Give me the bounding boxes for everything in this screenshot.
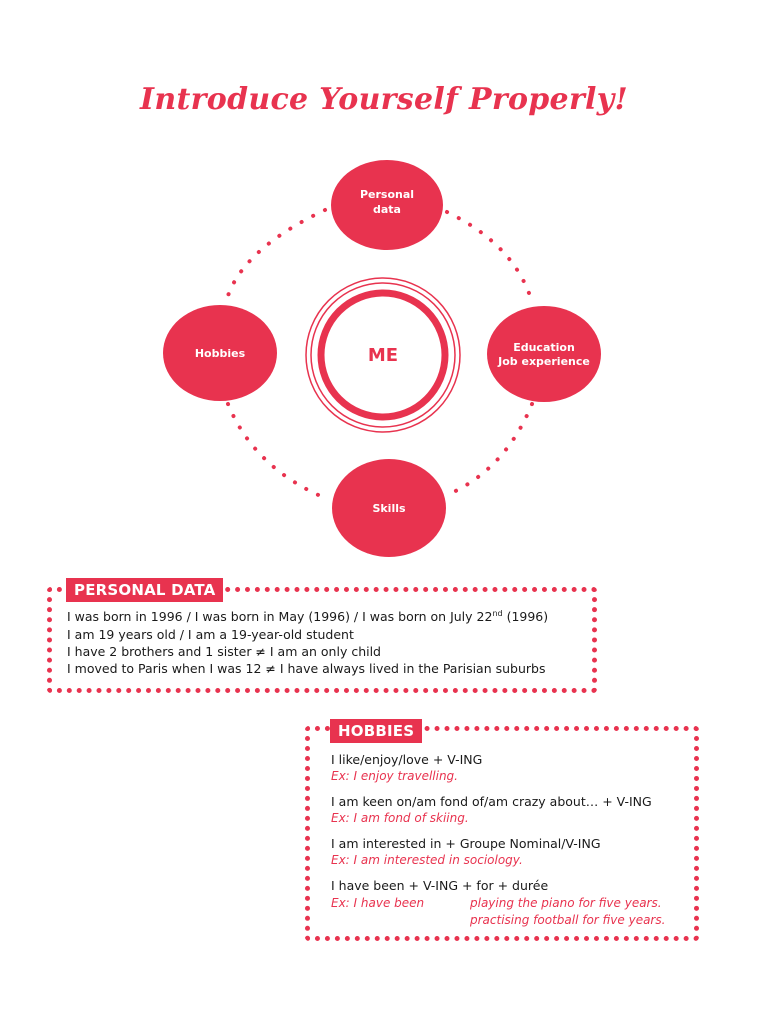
page-title: Introduce Yourself Properly! [140,82,628,117]
hobby-example: Ex: I enjoy travelling. [331,769,458,783]
personal-data-line-text: I was born in 1996 / I was born in May (1996) / I was born on July 22nd (1996) [67,609,549,625]
node-skills-label: Skills [372,502,406,515]
hobbies-heading: HOBBIES [330,719,422,743]
node-hobbies-label: Hobbies [194,347,246,360]
node-personal-data-line1: Personal [359,188,415,201]
connector-top-left [226,210,325,302]
hobby-example-continued: practising football for five years. [470,913,666,927]
hobby-rule: I am interested in + Groupe Nominal/V-ING [331,836,601,851]
me-diagram [0,150,768,570]
personal-data-heading: PERSONAL DATA [66,578,223,602]
personal-data-line [67,609,548,624]
connector-top-right [447,212,532,302]
hobby-example: Ex: I am interested in sociology. [331,853,523,867]
personal-data-line-text: I moved to Paris when I was 12 ≠ I have always lived in the Parisian suburbs [67,661,546,676]
node-education-line1: Education [513,341,575,354]
center-label: ME [367,345,399,366]
hobby-rule: I am keen on/am fond of/am crazy about… + V-ING [331,794,652,809]
connector-bottom-right [447,404,532,495]
hobby-example-continued: playing the piano for five years. [470,896,662,910]
connector-bottom-left [228,404,330,500]
node-personal-data [331,160,443,250]
node-hobbies [163,305,277,401]
personal-data-line [67,661,546,676]
hobby-rule: I have been + V-ING + for + durée [331,878,549,893]
node-personal-data-line2: data [373,203,401,216]
personal-data-line [67,644,381,659]
personal-data-line-text: I have 2 brothers and 1 sister ≠ I am an only child [67,644,381,659]
node-skills [332,459,446,557]
personal-data-line [67,627,354,642]
hobby-example: Ex: I have been [331,896,425,910]
node-education [487,306,601,402]
node-education-line2: Job experience [498,355,590,368]
personal-data-line-text: I am 19 years old / I am a 19-year-old student [67,627,354,642]
hobby-rule: I like/enjoy/love + V-ING [331,752,483,767]
hobby-example: Ex: I am fond of skiing. [331,811,469,825]
center-node [306,278,460,432]
